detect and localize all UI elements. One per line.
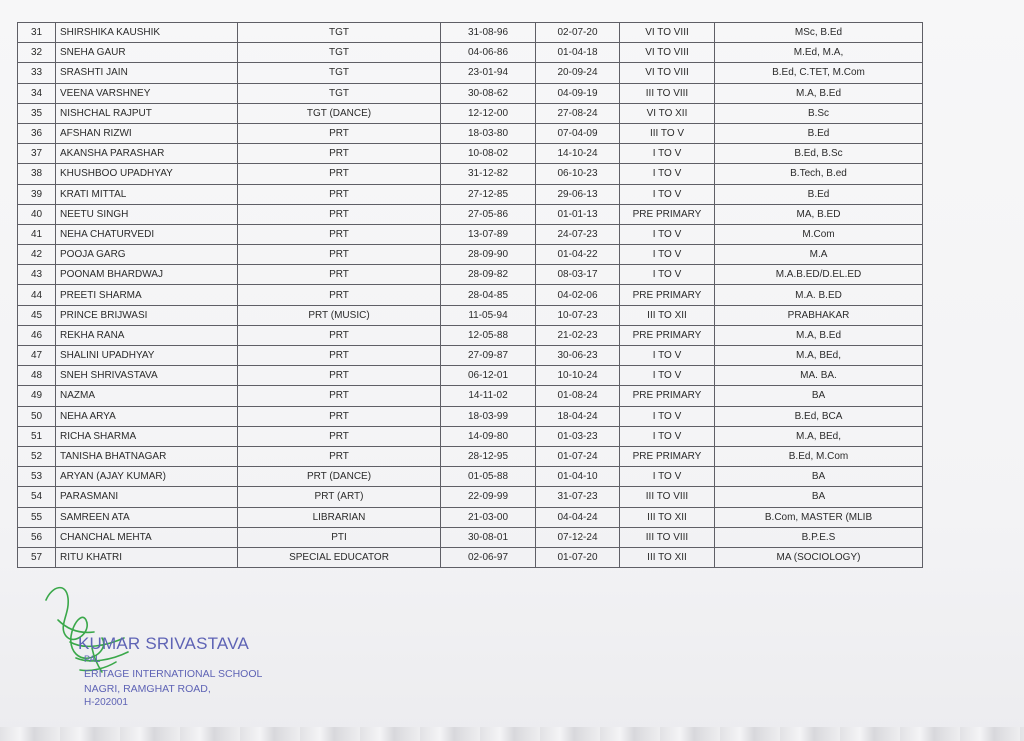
cell-qualification: M.A.B.ED/D.EL.ED — [715, 265, 923, 285]
cell-designation: PTI — [238, 527, 441, 547]
cell-designation: PRT — [238, 265, 441, 285]
cell-classes: VI TO VIII — [620, 23, 715, 43]
cell-qualification: M.A, BEd, — [715, 346, 923, 366]
cell-serial-no: 39 — [18, 184, 56, 204]
cell-serial-no: 31 — [18, 23, 56, 43]
cell-classes: PRE PRIMARY — [620, 325, 715, 345]
cell-serial-no: 54 — [18, 487, 56, 507]
cell-name: AFSHAN RIZWI — [56, 123, 238, 143]
cell-classes: I TO V — [620, 467, 715, 487]
table-row — [18, 103, 923, 123]
cell-date-of-joining: 07-04-09 — [536, 123, 620, 143]
cell-qualification: B.Ed, BCA — [715, 406, 923, 426]
cell-date-of-birth: 27-12-85 — [441, 184, 536, 204]
cell-classes: I TO V — [620, 346, 715, 366]
cell-classes: I TO V — [620, 406, 715, 426]
cell-classes: III TO XII — [620, 507, 715, 527]
cell-date-of-joining: 01-07-24 — [536, 446, 620, 466]
cell-name: NISHCHAL RAJPUT — [56, 103, 238, 123]
cell-serial-no: 52 — [18, 446, 56, 466]
cell-date-of-birth: 30-08-62 — [441, 83, 536, 103]
cell-name: SNEHA GAUR — [56, 43, 238, 63]
cell-date-of-birth: 04-06-86 — [441, 43, 536, 63]
cell-classes: PRE PRIMARY — [620, 204, 715, 224]
cell-name: TANISHA BHATNAGAR — [56, 446, 238, 466]
cell-date-of-birth: 01-05-88 — [441, 467, 536, 487]
table-row — [18, 426, 923, 446]
cell-designation: PRT — [238, 123, 441, 143]
cell-name: POONAM BHARDWAJ — [56, 265, 238, 285]
cell-date-of-joining: 18-04-24 — [536, 406, 620, 426]
stamp-city: H-202001 — [84, 697, 128, 708]
cell-name: SAMREEN ATA — [56, 507, 238, 527]
cell-name: NEHA ARYA — [56, 406, 238, 426]
cell-serial-no: 32 — [18, 43, 56, 63]
cell-name: NEETU SINGH — [56, 204, 238, 224]
table-row — [18, 123, 923, 143]
cell-date-of-joining: 04-09-19 — [536, 83, 620, 103]
cell-name: PARASMANI — [56, 487, 238, 507]
table-row — [18, 325, 923, 345]
cell-date-of-birth: 11-05-94 — [441, 305, 536, 325]
cell-date-of-birth: 31-12-82 — [441, 164, 536, 184]
cell-qualification: BA — [715, 467, 923, 487]
cell-serial-no: 40 — [18, 204, 56, 224]
cell-serial-no: 49 — [18, 386, 56, 406]
cell-qualification: M.Ed, M.A, — [715, 43, 923, 63]
cell-designation: PRT (DANCE) — [238, 467, 441, 487]
cell-classes: I TO V — [620, 144, 715, 164]
cell-name: SHIRSHIKA KAUSHIK — [56, 23, 238, 43]
cell-qualification: B.Com, MASTER (MLIB — [715, 507, 923, 527]
table-row — [18, 446, 923, 466]
cell-name: SHALINI UPADHYAY — [56, 346, 238, 366]
table-row — [18, 487, 923, 507]
cell-qualification: M.A. B.ED — [715, 285, 923, 305]
table-row — [18, 527, 923, 547]
cell-classes: PRE PRIMARY — [620, 285, 715, 305]
cell-date-of-birth: 30-08-01 — [441, 527, 536, 547]
cell-date-of-joining: 30-06-23 — [536, 346, 620, 366]
cell-date-of-joining: 31-07-23 — [536, 487, 620, 507]
table-row — [18, 23, 923, 43]
cell-date-of-birth: 18-03-99 — [441, 406, 536, 426]
scan-edge — [0, 727, 1024, 741]
cell-date-of-birth: 28-04-85 — [441, 285, 536, 305]
cell-qualification: B.Ed, B.Sc — [715, 144, 923, 164]
cell-qualification: B.Sc — [715, 103, 923, 123]
cell-date-of-joining: 02-07-20 — [536, 23, 620, 43]
cell-qualification: MA (SOCIOLOGY) — [715, 547, 923, 567]
cell-designation: PRT — [238, 406, 441, 426]
cell-date-of-birth: 23-01-94 — [441, 63, 536, 83]
cell-date-of-birth: 22-09-99 — [441, 487, 536, 507]
table-row — [18, 305, 923, 325]
cell-date-of-joining: 04-04-24 — [536, 507, 620, 527]
cell-name: REKHA RANA — [56, 325, 238, 345]
cell-qualification: PRABHAKAR — [715, 305, 923, 325]
cell-qualification: MSc, B.Ed — [715, 23, 923, 43]
cell-qualification: BA — [715, 487, 923, 507]
staff-table — [17, 22, 923, 568]
cell-classes: VI TO VIII — [620, 43, 715, 63]
cell-name: SNEH SHRIVASTAVA — [56, 366, 238, 386]
cell-name: RITU KHATRI — [56, 547, 238, 567]
cell-designation: TGT (DANCE) — [238, 103, 441, 123]
cell-date-of-birth: 02-06-97 — [441, 547, 536, 567]
cell-date-of-birth: 12-05-88 — [441, 325, 536, 345]
table-row — [18, 285, 923, 305]
cell-date-of-joining: 14-10-24 — [536, 144, 620, 164]
cell-designation: PRT — [238, 325, 441, 345]
cell-serial-no: 34 — [18, 83, 56, 103]
table-row — [18, 144, 923, 164]
cell-name: RICHA SHARMA — [56, 426, 238, 446]
cell-date-of-joining: 01-03-23 — [536, 426, 620, 446]
cell-classes: I TO V — [620, 164, 715, 184]
cell-date-of-birth: 12-12-00 — [441, 103, 536, 123]
cell-qualification: B.Ed, M.Com — [715, 446, 923, 466]
cell-serial-no: 33 — [18, 63, 56, 83]
cell-serial-no: 50 — [18, 406, 56, 426]
cell-serial-no: 43 — [18, 265, 56, 285]
cell-date-of-birth: 28-09-82 — [441, 265, 536, 285]
principal-stamp — [78, 634, 398, 714]
cell-serial-no: 55 — [18, 507, 56, 527]
cell-date-of-joining: 01-04-10 — [536, 467, 620, 487]
cell-classes: III TO XII — [620, 547, 715, 567]
table-row — [18, 346, 923, 366]
cell-serial-no: 35 — [18, 103, 56, 123]
cell-classes: PRE PRIMARY — [620, 386, 715, 406]
cell-serial-no: 56 — [18, 527, 56, 547]
table-row — [18, 245, 923, 265]
table-row — [18, 224, 923, 244]
cell-name: AKANSHA PARASHAR — [56, 144, 238, 164]
cell-serial-no: 57 — [18, 547, 56, 567]
table-row — [18, 43, 923, 63]
cell-qualification: M.A, B.Ed — [715, 83, 923, 103]
cell-date-of-joining: 08-03-17 — [536, 265, 620, 285]
cell-name: PREETI SHARMA — [56, 285, 238, 305]
cell-qualification: B.Ed — [715, 184, 923, 204]
cell-qualification: B.Ed, C.TET, M.Com — [715, 63, 923, 83]
table-row — [18, 467, 923, 487]
cell-classes: III TO VIII — [620, 487, 715, 507]
cell-classes: VI TO XII — [620, 103, 715, 123]
table-row — [18, 164, 923, 184]
table-row — [18, 366, 923, 386]
cell-classes: I TO V — [620, 245, 715, 265]
stamp-name: KUMAR SRIVASTAVA — [78, 634, 250, 653]
cell-designation: PRT — [238, 426, 441, 446]
table-row — [18, 63, 923, 83]
cell-serial-no: 53 — [18, 467, 56, 487]
table-row — [18, 265, 923, 285]
cell-date-of-joining: 04-02-06 — [536, 285, 620, 305]
cell-date-of-joining: 10-07-23 — [536, 305, 620, 325]
cell-serial-no: 37 — [18, 144, 56, 164]
cell-name: KRATI MITTAL — [56, 184, 238, 204]
cell-classes: VI TO VIII — [620, 63, 715, 83]
cell-designation: PRT — [238, 245, 441, 265]
cell-date-of-joining: 20-09-24 — [536, 63, 620, 83]
cell-date-of-birth: 10-08-02 — [441, 144, 536, 164]
cell-date-of-joining: 06-10-23 — [536, 164, 620, 184]
cell-date-of-joining: 01-04-22 — [536, 245, 620, 265]
cell-designation: PRT — [238, 204, 441, 224]
cell-date-of-joining: 01-08-24 — [536, 386, 620, 406]
cell-date-of-birth: 14-11-02 — [441, 386, 536, 406]
cell-date-of-birth: 28-12-95 — [441, 446, 536, 466]
cell-classes: III TO VIII — [620, 83, 715, 103]
cell-date-of-birth: 14-09-80 — [441, 426, 536, 446]
cell-designation: PRT — [238, 446, 441, 466]
table-row — [18, 204, 923, 224]
cell-designation: PRT — [238, 144, 441, 164]
cell-date-of-joining: 29-06-13 — [536, 184, 620, 204]
cell-designation: PRT — [238, 285, 441, 305]
cell-qualification: B.P.E.S — [715, 527, 923, 547]
cell-qualification: BA — [715, 386, 923, 406]
cell-classes: III TO XII — [620, 305, 715, 325]
cell-serial-no: 44 — [18, 285, 56, 305]
cell-classes: III TO VIII — [620, 527, 715, 547]
cell-date-of-birth: 21-03-00 — [441, 507, 536, 527]
table-row — [18, 406, 923, 426]
cell-name: NEHA CHATURVEDI — [56, 224, 238, 244]
cell-classes: PRE PRIMARY — [620, 446, 715, 466]
cell-serial-no: 41 — [18, 224, 56, 244]
stamp-title: PAL — [84, 654, 101, 664]
cell-designation: PRT (ART) — [238, 487, 441, 507]
cell-qualification: M.A, BEd, — [715, 426, 923, 446]
cell-designation: PRT — [238, 366, 441, 386]
cell-date-of-birth: 28-09-90 — [441, 245, 536, 265]
table-row — [18, 507, 923, 527]
cell-name: KHUSHBOO UPADHYAY — [56, 164, 238, 184]
cell-date-of-birth: 27-05-86 — [441, 204, 536, 224]
cell-serial-no: 46 — [18, 325, 56, 345]
cell-date-of-joining: 27-08-24 — [536, 103, 620, 123]
cell-serial-no: 38 — [18, 164, 56, 184]
cell-designation: TGT — [238, 43, 441, 63]
cell-designation: PRT — [238, 184, 441, 204]
table-row — [18, 547, 923, 567]
cell-designation: TGT — [238, 63, 441, 83]
cell-designation: PRT — [238, 224, 441, 244]
cell-date-of-birth: 31-08-96 — [441, 23, 536, 43]
cell-designation: SPECIAL EDUCATOR — [238, 547, 441, 567]
stamp-address: NAGRI, RAMGHAT ROAD, — [84, 683, 211, 695]
cell-date-of-joining: 01-01-13 — [536, 204, 620, 224]
table-row — [18, 386, 923, 406]
cell-date-of-birth: 06-12-01 — [441, 366, 536, 386]
cell-designation: PRT — [238, 164, 441, 184]
cell-name: SRASHTI JAIN — [56, 63, 238, 83]
cell-designation: PRT — [238, 346, 441, 366]
cell-date-of-birth: 27-09-87 — [441, 346, 536, 366]
cell-qualification: M.A — [715, 245, 923, 265]
cell-name: PRINCE BRIJWASI — [56, 305, 238, 325]
cell-classes: I TO V — [620, 426, 715, 446]
cell-date-of-joining: 01-07-20 — [536, 547, 620, 567]
cell-serial-no: 45 — [18, 305, 56, 325]
cell-date-of-birth: 13-07-89 — [441, 224, 536, 244]
cell-classes: I TO V — [620, 224, 715, 244]
cell-serial-no: 48 — [18, 366, 56, 386]
cell-name: CHANCHAL MEHTA — [56, 527, 238, 547]
cell-designation: PRT (MUSIC) — [238, 305, 441, 325]
cell-qualification: MA, B.ED — [715, 204, 923, 224]
cell-date-of-joining: 01-04-18 — [536, 43, 620, 63]
cell-designation: TGT — [238, 23, 441, 43]
staff-table-body — [18, 23, 923, 568]
cell-name: POOJA GARG — [56, 245, 238, 265]
cell-qualification: M.A, B.Ed — [715, 325, 923, 345]
cell-designation: PRT — [238, 386, 441, 406]
cell-date-of-joining: 24-07-23 — [536, 224, 620, 244]
cell-classes: I TO V — [620, 184, 715, 204]
cell-classes: I TO V — [620, 366, 715, 386]
cell-name: NAZMA — [56, 386, 238, 406]
cell-qualification: B.Tech, B.ed — [715, 164, 923, 184]
cell-classes: I TO V — [620, 265, 715, 285]
cell-designation: TGT — [238, 83, 441, 103]
cell-serial-no: 51 — [18, 426, 56, 446]
table-row — [18, 184, 923, 204]
stamp-school: ERITAGE INTERNATIONAL SCHOOL — [84, 668, 263, 680]
cell-name: VEENA VARSHNEY — [56, 83, 238, 103]
cell-date-of-joining: 10-10-24 — [536, 366, 620, 386]
cell-serial-no: 47 — [18, 346, 56, 366]
cell-date-of-joining: 21-02-23 — [536, 325, 620, 345]
cell-qualification: M.Com — [715, 224, 923, 244]
cell-qualification: MA. BA. — [715, 366, 923, 386]
cell-name: ARYAN (AJAY KUMAR) — [56, 467, 238, 487]
table-row — [18, 83, 923, 103]
cell-designation: LIBRARIAN — [238, 507, 441, 527]
cell-qualification: B.Ed — [715, 123, 923, 143]
cell-date-of-birth: 18-03-80 — [441, 123, 536, 143]
cell-serial-no: 42 — [18, 245, 56, 265]
cell-serial-no: 36 — [18, 123, 56, 143]
cell-classes: III TO V — [620, 123, 715, 143]
cell-date-of-joining: 07-12-24 — [536, 527, 620, 547]
